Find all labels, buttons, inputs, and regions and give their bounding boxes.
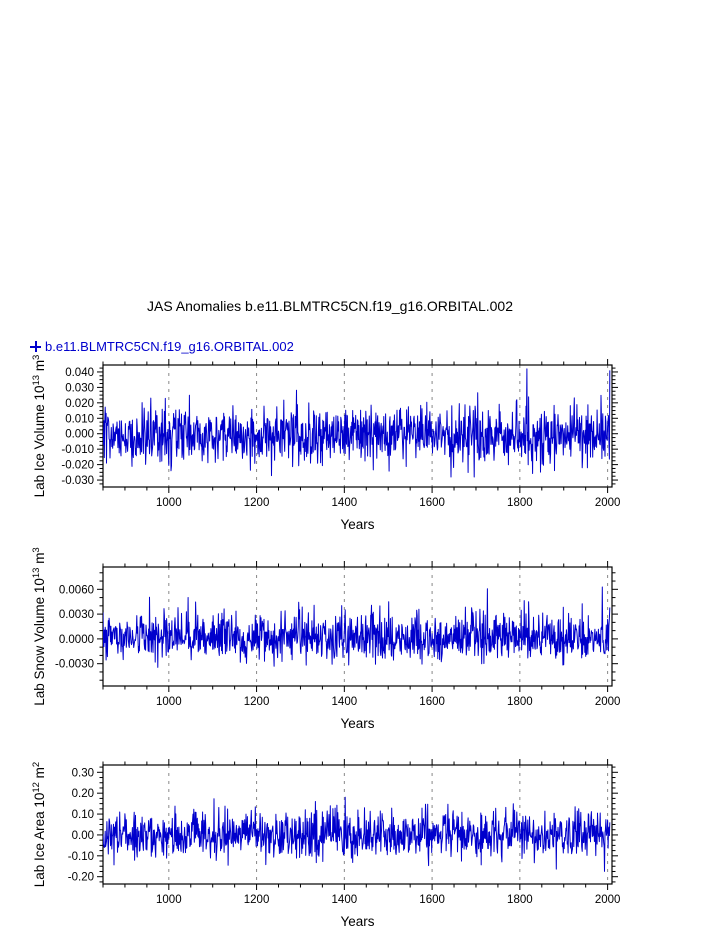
x-tick-label: 1000 xyxy=(156,696,182,708)
y-tick-label: 0.010 xyxy=(65,413,94,426)
y-tick-label: 0.00 xyxy=(71,829,94,842)
y-tick-label: 0.0060 xyxy=(58,584,94,597)
x-axis-title: Years xyxy=(340,517,375,532)
y-tick-label: -0.030 xyxy=(61,475,94,488)
y-tick-label: 0.30 xyxy=(71,767,94,780)
series-line xyxy=(103,369,610,477)
x-tick-label: 1600 xyxy=(419,696,445,708)
x-tick-label: 1200 xyxy=(243,497,270,509)
x-tick-label: 1400 xyxy=(331,894,358,906)
y-axis-title: Lab Ice Area $10^{12}$ $m^2$ xyxy=(31,761,47,888)
x-axis-title: Years xyxy=(340,914,375,929)
y-tick-label: 0.020 xyxy=(65,397,94,410)
y-tick-label: 0.000 xyxy=(65,428,94,441)
x-tick-label: 1600 xyxy=(419,894,445,906)
y-tick-label: 0.20 xyxy=(71,788,94,801)
y-tick-label: -0.020 xyxy=(61,459,94,472)
x-tick-label: 2000 xyxy=(594,696,621,708)
figure-title: JAS Anomalies b.e11.BLMTRC5CN.f19_g16.ORBITAL.002 xyxy=(147,298,513,314)
x-tick-label: 1400 xyxy=(331,497,358,509)
x-tick-label: 1600 xyxy=(419,497,445,509)
legend-label: b.e11.BLMTRC5CN.f19_g16.ORBITAL.002 xyxy=(45,339,294,354)
x-tick-label: 1200 xyxy=(243,696,270,708)
y-tick-label: 0.030 xyxy=(65,382,94,395)
x-tick-label: 1800 xyxy=(507,497,533,509)
x-tick-label: 2000 xyxy=(594,894,621,906)
x-tick-label: 1400 xyxy=(331,696,358,708)
y-tick-label: -0.10 xyxy=(67,850,94,863)
series-line xyxy=(103,797,610,871)
series-line xyxy=(103,587,610,667)
x-tick-label: 1000 xyxy=(156,497,182,509)
panel-1 xyxy=(31,355,620,532)
y-tick-label: 0.10 xyxy=(71,809,94,822)
y-axis-title: Lab Ice Volume $10^{13}$ $m^3$ xyxy=(31,354,47,498)
panel-2 xyxy=(31,547,620,731)
x-tick-label: 1200 xyxy=(243,894,270,906)
y-axis-title: Lab Snow Volume $10^{13}$ $m^3$ xyxy=(31,547,47,706)
y-tick-label: -0.20 xyxy=(67,871,94,884)
y-tick-label: 0.0030 xyxy=(58,609,94,622)
x-tick-label: 1000 xyxy=(156,894,182,906)
y-tick-label: -0.010 xyxy=(61,444,94,457)
y-tick-label: 0.040 xyxy=(65,366,94,379)
y-tick-label: 0.0000 xyxy=(58,633,94,646)
x-tick-label: 2000 xyxy=(594,497,621,509)
x-tick-label: 1800 xyxy=(507,696,533,708)
x-axis-title: Years xyxy=(340,716,375,731)
x-tick-label: 1800 xyxy=(507,894,533,906)
y-tick-label: -0.0030 xyxy=(54,658,94,671)
panel-3 xyxy=(31,759,620,929)
